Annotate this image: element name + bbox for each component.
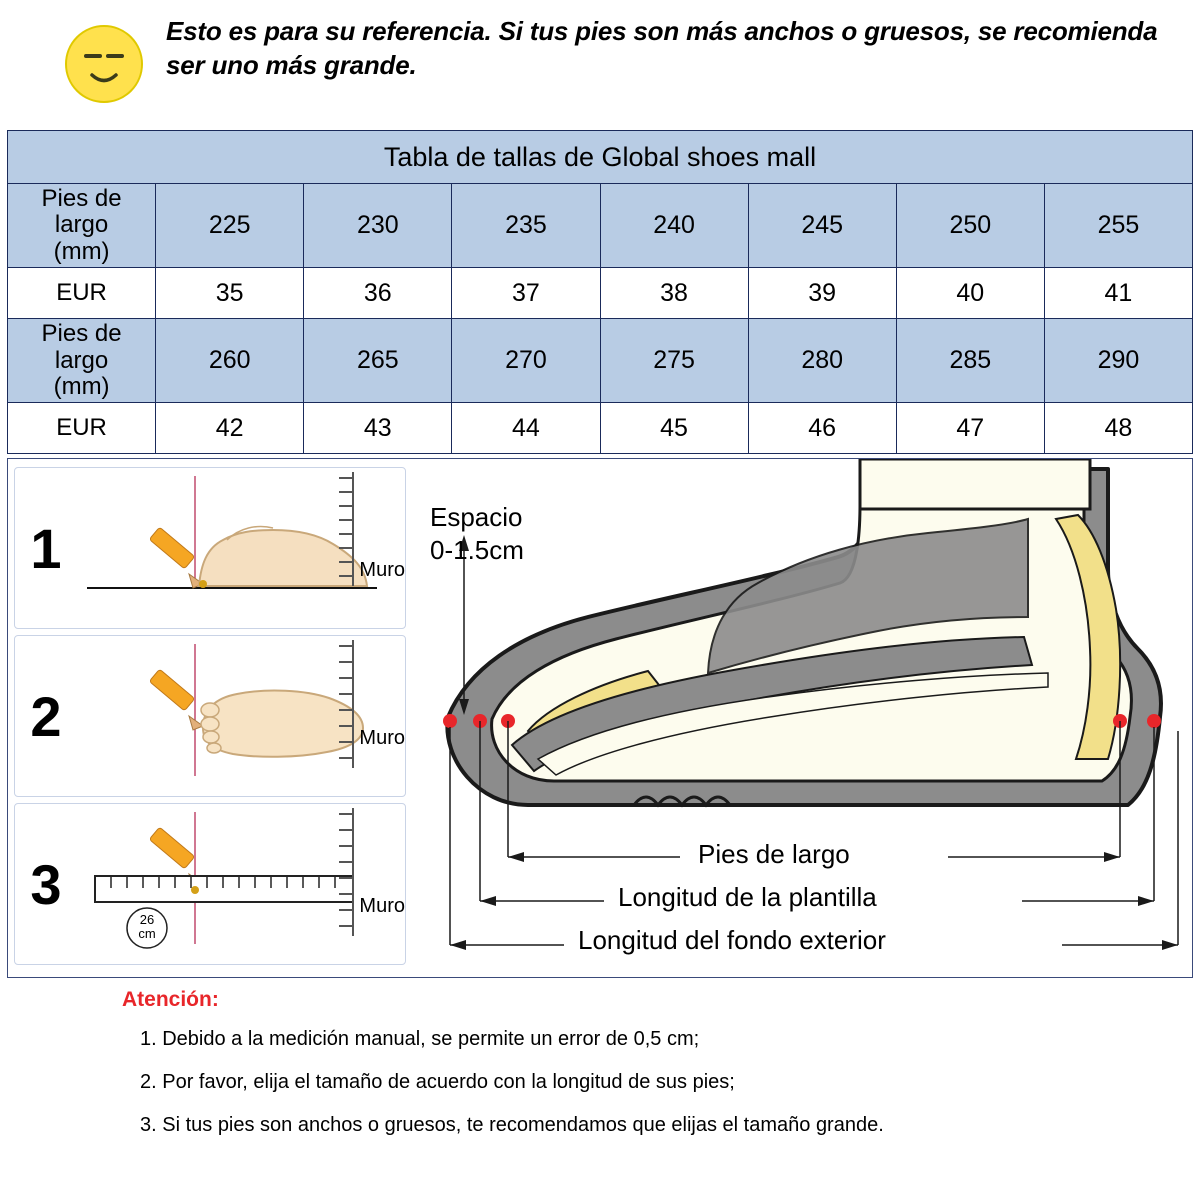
measure-label-insole-length: Longitud de la plantilla (618, 882, 877, 913)
cell: 43 (304, 403, 452, 454)
attention-item: 2. Por favor, elija el tamaño de acuerdo con la longitud de sus pies; (140, 1071, 735, 1094)
cell: 235 (452, 184, 600, 268)
row-label-line1: Pies de largo (41, 320, 122, 374)
shoe-cross-section-diagram (408, 459, 1192, 977)
cell: 36 (304, 268, 452, 319)
wall-label: Muro (359, 895, 405, 918)
smiley-face-icon (60, 20, 148, 113)
gap-label (430, 501, 524, 566)
gap-label-line1: Espacio (430, 502, 523, 533)
row-label-foot-length (8, 319, 156, 403)
table-row (8, 403, 1193, 454)
cell: 290 (1044, 319, 1192, 403)
foot-side-view-icon (77, 468, 405, 628)
ruler-measure-icon (77, 804, 405, 964)
header-text: Esto es para su referencia. Si tus pies son más anchos o gruesos, se recomienda ser uno más grande. (166, 16, 1158, 81)
wall-label: Muro (359, 559, 405, 582)
row-label-foot-length (8, 184, 156, 268)
cell: 240 (600, 184, 748, 268)
cell: 40 (896, 268, 1044, 319)
header (0, 0, 1200, 130)
cell: 285 (896, 319, 1044, 403)
row-label-eur: EUR (8, 403, 156, 454)
foot-top-view-icon (77, 636, 405, 796)
cell: 260 (156, 319, 304, 403)
cell: 280 (748, 319, 896, 403)
svg-text:26: 26 (139, 912, 155, 928)
row-label-line1: Pies de largo (41, 185, 122, 239)
table-row (8, 268, 1193, 319)
cell: 275 (600, 319, 748, 403)
row-label-eur: EUR (8, 268, 156, 319)
measurement-illustration-panel (7, 458, 1193, 978)
cell: 48 (1044, 403, 1192, 454)
cell: 225 (156, 184, 304, 268)
wall-label: Muro (359, 727, 405, 750)
cell: 230 (304, 184, 452, 268)
size-chart-title: Tabla de tallas de Global shoes mall (8, 131, 1193, 184)
attention-item: 3. Si tus pies son anchos o gruesos, te recomendamos que elijas el tamaño grande. (140, 1114, 884, 1137)
cell: 45 (600, 403, 748, 454)
step-3 (14, 803, 406, 965)
measurement-steps (8, 459, 408, 977)
step-number: 3 (30, 852, 62, 916)
gap-label-line2: 0-1.5cm (430, 534, 524, 565)
step-2 (14, 635, 406, 797)
cell: 37 (452, 268, 600, 319)
cell: 245 (748, 184, 896, 268)
cell: 38 (600, 268, 748, 319)
cell: 255 (1044, 184, 1192, 268)
size-chart-table (7, 130, 1193, 454)
measure-label-foot-length: Pies de largo (698, 839, 850, 870)
cell: 41 (1044, 268, 1192, 319)
cell: 47 (896, 403, 1044, 454)
cell: 44 (452, 403, 600, 454)
table-row (8, 184, 1193, 268)
svg-text:cm: cm (138, 926, 156, 942)
row-label-line2: (mm) (53, 237, 110, 265)
attention-title: Atención: (122, 988, 219, 1012)
cell: 46 (748, 403, 896, 454)
attention-section (0, 978, 1200, 1137)
attention-item: 1. Debido a la medición manual, se permite un error de 0,5 cm; (140, 1028, 700, 1051)
cell: 265 (304, 319, 452, 403)
step-1 (14, 467, 406, 629)
cell: 42 (156, 403, 304, 454)
step-number: 2 (30, 684, 62, 748)
cell: 250 (896, 184, 1044, 268)
cell: 35 (156, 268, 304, 319)
step-number: 1 (30, 516, 62, 580)
row-label-line2: (mm) (53, 372, 110, 400)
table-row (8, 319, 1193, 403)
cell: 270 (452, 319, 600, 403)
measure-label-outsole-length: Longitud del fondo exterior (578, 925, 886, 956)
cell: 39 (748, 268, 896, 319)
